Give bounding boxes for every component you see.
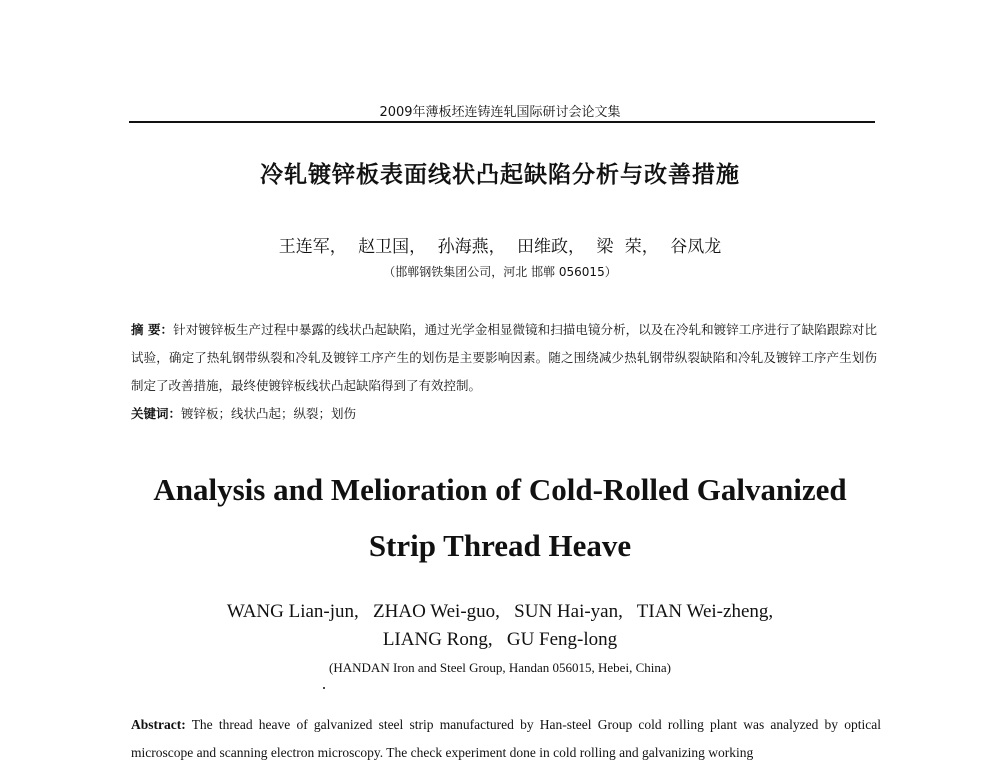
- chinese-keywords-label: 关键词：: [131, 406, 182, 421]
- english-title: [0, 462, 1000, 574]
- english-abstract-label: Abstract:: [131, 717, 186, 732]
- chinese-abstract-label: 摘 要：: [131, 322, 174, 337]
- chinese-abstract: [131, 316, 877, 400]
- running-header: 2009年薄板坯连铸连轧国际研讨会论文集: [379, 105, 621, 120]
- english-authors-line-1: WANG Lian-jun, ZHAO Wei-guo, SUN Hai-yan, TIAN Wei-zheng,: [226, 601, 774, 622]
- chinese-authors: 王连军， 赵卫国， 孙海燕， 田维政， 梁 荣， 谷凤龙: [278, 237, 722, 257]
- chinese-keywords: [131, 400, 877, 428]
- chinese-abstract-text: 针对镀锌板生产过程中暴露的线状凸起缺陷，通过光学金相显微镜和扫描电镜分析，以及在冷轧和镀锌工序进行了缺陷跟踪对比试验，确定了热轧钢带纵裂和冷轧及镀锌工序产生的划伤是主要影响因素。随之围绕减少热轧钢带纵裂缺陷和冷轧及镀锌工序产生划伤制定了改善措施，最终使镀锌板线状凸起缺陷得到了有效控制。: [131, 322, 877, 393]
- stray-dot: [323, 687, 325, 689]
- english-authors-line-2: LIANG Rong, GU Feng-long: [382, 629, 618, 650]
- english-title-line-1: Analysis and Melioration of Cold-Rolled Galvanized: [153, 472, 847, 507]
- english-affiliation: (HANDAN Iron and Steel Group, Handan 056015, Hebei, China): [329, 660, 671, 675]
- chinese-title: 冷轧镀锌板表面线状凸起缺陷分析与改善措施: [260, 162, 740, 188]
- header-rule: [129, 121, 875, 123]
- english-title-line-2: Strip Thread Heave: [368, 528, 632, 563]
- english-authors: [0, 598, 1000, 654]
- chinese-affiliation: （邯郸钢铁集团公司，河北 邯郸 056015）: [383, 265, 617, 279]
- chinese-keywords-text: 镀锌板；线状凸起；纵裂；划伤: [181, 406, 357, 421]
- english-abstract-text: The thread heave of galvanized steel strip manufactured by Han-steel Group cold rolling plant was analyzed by optical microscope and scanning electron microscopy. The check experiment done in cold rolling and galvanizing working: [131, 717, 881, 760]
- english-abstract: [131, 711, 881, 767]
